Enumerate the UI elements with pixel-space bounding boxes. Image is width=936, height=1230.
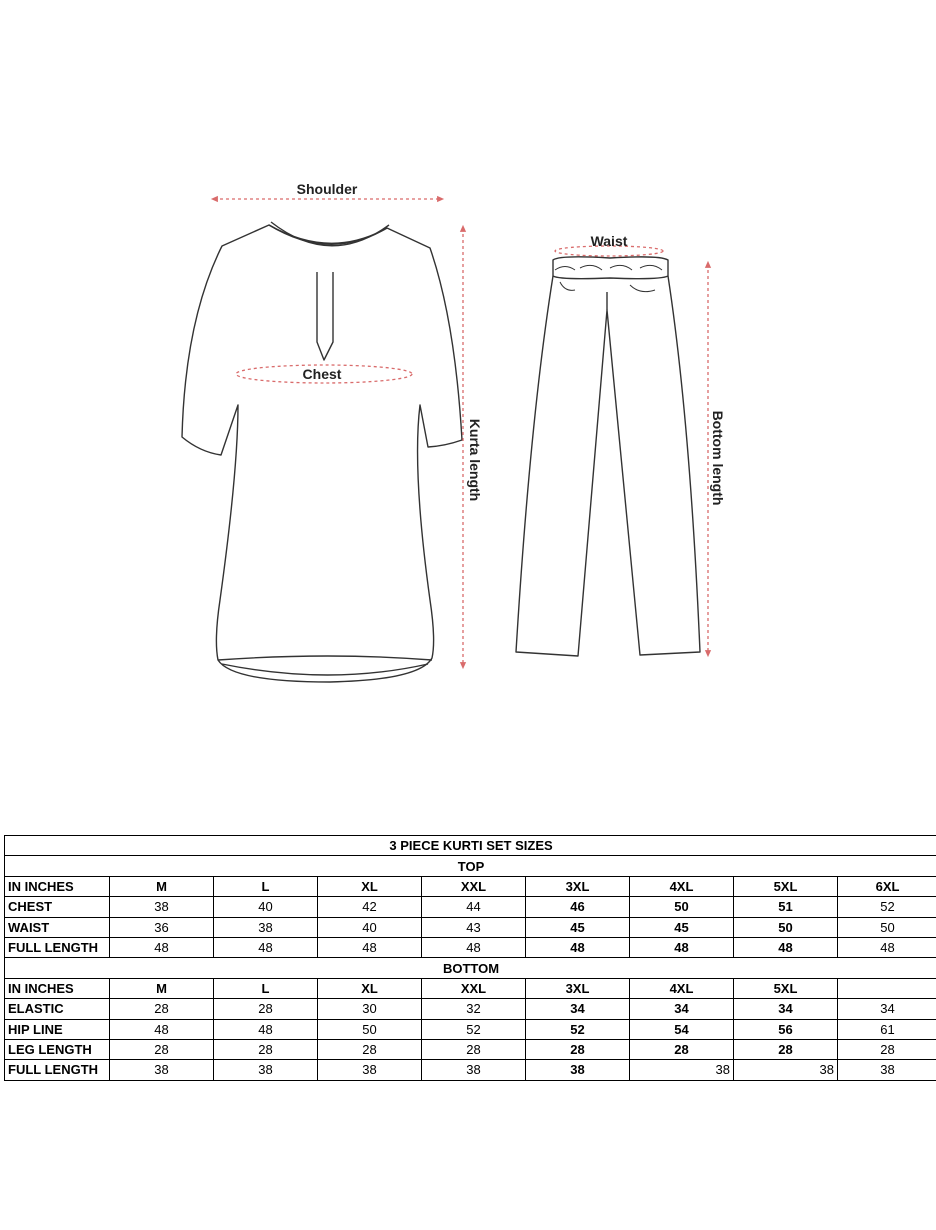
row-label: IN INCHES [5, 978, 110, 998]
size-header: L [214, 978, 318, 998]
table-cell: 45 [526, 917, 630, 937]
table-cell: 43 [422, 917, 526, 937]
table-cell: 45 [630, 917, 734, 937]
table-cell: 61 [838, 1019, 936, 1039]
table-cell: 52 [526, 1019, 630, 1039]
kurta-length-label: Kurta length [467, 418, 483, 502]
table-cell: 28 [110, 1039, 214, 1059]
table-row [5, 1019, 936, 1039]
row-label: FULL LENGTH [5, 937, 110, 957]
size-chart-table [4, 835, 936, 1081]
table-cell: 38 [734, 1060, 838, 1080]
size-header: 5XL [734, 978, 838, 998]
table-cell: 28 [422, 1039, 526, 1059]
table-cell: 48 [214, 1019, 318, 1039]
table-cell: 28 [734, 1039, 838, 1059]
table-cell: 34 [838, 999, 936, 1019]
table-cell: 48 [318, 937, 422, 957]
table-row [5, 1060, 936, 1080]
size-header [838, 978, 936, 998]
table-cell: 40 [214, 897, 318, 917]
table-cell: 34 [526, 999, 630, 1019]
table-cell: 28 [318, 1039, 422, 1059]
bottom-heading-row-cell: BOTTOM [5, 958, 936, 978]
row-label: ELASTIC [5, 999, 110, 1019]
table-title-row [5, 836, 936, 856]
table-cell: 38 [630, 1060, 734, 1080]
table-cell: 42 [318, 897, 422, 917]
row-label: IN INCHES [5, 876, 110, 896]
table-cell: 28 [526, 1039, 630, 1059]
row-label: FULL LENGTH [5, 1060, 110, 1080]
table-cell: 38 [526, 1060, 630, 1080]
pants-drawing [516, 257, 700, 656]
table-row [5, 999, 936, 1019]
table-cell: 46 [526, 897, 630, 917]
row-label: LEG LENGTH [5, 1039, 110, 1059]
size-header: XXL [422, 978, 526, 998]
table-cell: 48 [422, 937, 526, 957]
table-cell: 48 [734, 937, 838, 957]
size-header: M [110, 978, 214, 998]
table-cell: 50 [630, 897, 734, 917]
table-cell: 50 [734, 917, 838, 937]
table-cell: 38 [110, 897, 214, 917]
size-header: 3XL [526, 978, 630, 998]
top-header-row [5, 876, 936, 896]
table-cell: 28 [630, 1039, 734, 1059]
table-cell: 44 [422, 897, 526, 917]
waist-label: Waist [590, 233, 628, 249]
table-cell: 52 [838, 897, 936, 917]
table-cell: 54 [630, 1019, 734, 1039]
table-cell: 38 [214, 917, 318, 937]
table-cell: 38 [422, 1060, 526, 1080]
row-label: CHEST [5, 897, 110, 917]
bottom-heading-row [5, 958, 936, 978]
row-label: WAIST [5, 917, 110, 937]
top-heading-row [5, 856, 936, 876]
size-header: L [214, 876, 318, 896]
table-cell: 51 [734, 897, 838, 917]
table-cell: 50 [318, 1019, 422, 1039]
table-cell: 34 [630, 999, 734, 1019]
table-cell: 36 [110, 917, 214, 937]
table-row [5, 1039, 936, 1059]
table-cell: 28 [838, 1039, 936, 1059]
size-header: XXL [422, 876, 526, 896]
table-cell: 30 [318, 999, 422, 1019]
table-cell: 28 [214, 1039, 318, 1059]
size-header: 4XL [630, 876, 734, 896]
table-cell: 28 [214, 999, 318, 1019]
table-row [5, 897, 936, 917]
size-header: 6XL [838, 876, 936, 896]
size-header: 4XL [630, 978, 734, 998]
table-cell: 38 [838, 1060, 936, 1080]
table-cell: 56 [734, 1019, 838, 1039]
bottom-length-label: Bottom length [710, 410, 726, 506]
table-cell: 48 [838, 937, 936, 957]
table-cell: 48 [630, 937, 734, 957]
table-cell: 50 [838, 917, 936, 937]
table-cell: 38 [214, 1060, 318, 1080]
table-cell: 48 [214, 937, 318, 957]
table-row [5, 917, 936, 937]
top-heading-row-cell: TOP [5, 856, 936, 876]
table-cell: 32 [422, 999, 526, 1019]
table-cell: 48 [526, 937, 630, 957]
bottom-header-row [5, 978, 936, 998]
table-cell: 38 [110, 1060, 214, 1080]
size-header: XL [318, 876, 422, 896]
table-title-row-cell: 3 PIECE KURTI SET SIZES [5, 836, 936, 856]
table-cell: 28 [110, 999, 214, 1019]
kurta-drawing [182, 222, 462, 682]
table-cell: 40 [318, 917, 422, 937]
table-cell: 52 [422, 1019, 526, 1039]
size-header: 3XL [526, 876, 630, 896]
table-cell: 38 [318, 1060, 422, 1080]
row-label: HIP LINE [5, 1019, 110, 1039]
table-cell: 48 [110, 1019, 214, 1039]
table-row [5, 937, 936, 957]
table-cell: 34 [734, 999, 838, 1019]
chest-label: Chest [302, 366, 342, 382]
table-cell: 48 [110, 937, 214, 957]
size-header: XL [318, 978, 422, 998]
shoulder-label: Shoulder [296, 181, 358, 197]
size-header: M [110, 876, 214, 896]
size-header: 5XL [734, 876, 838, 896]
